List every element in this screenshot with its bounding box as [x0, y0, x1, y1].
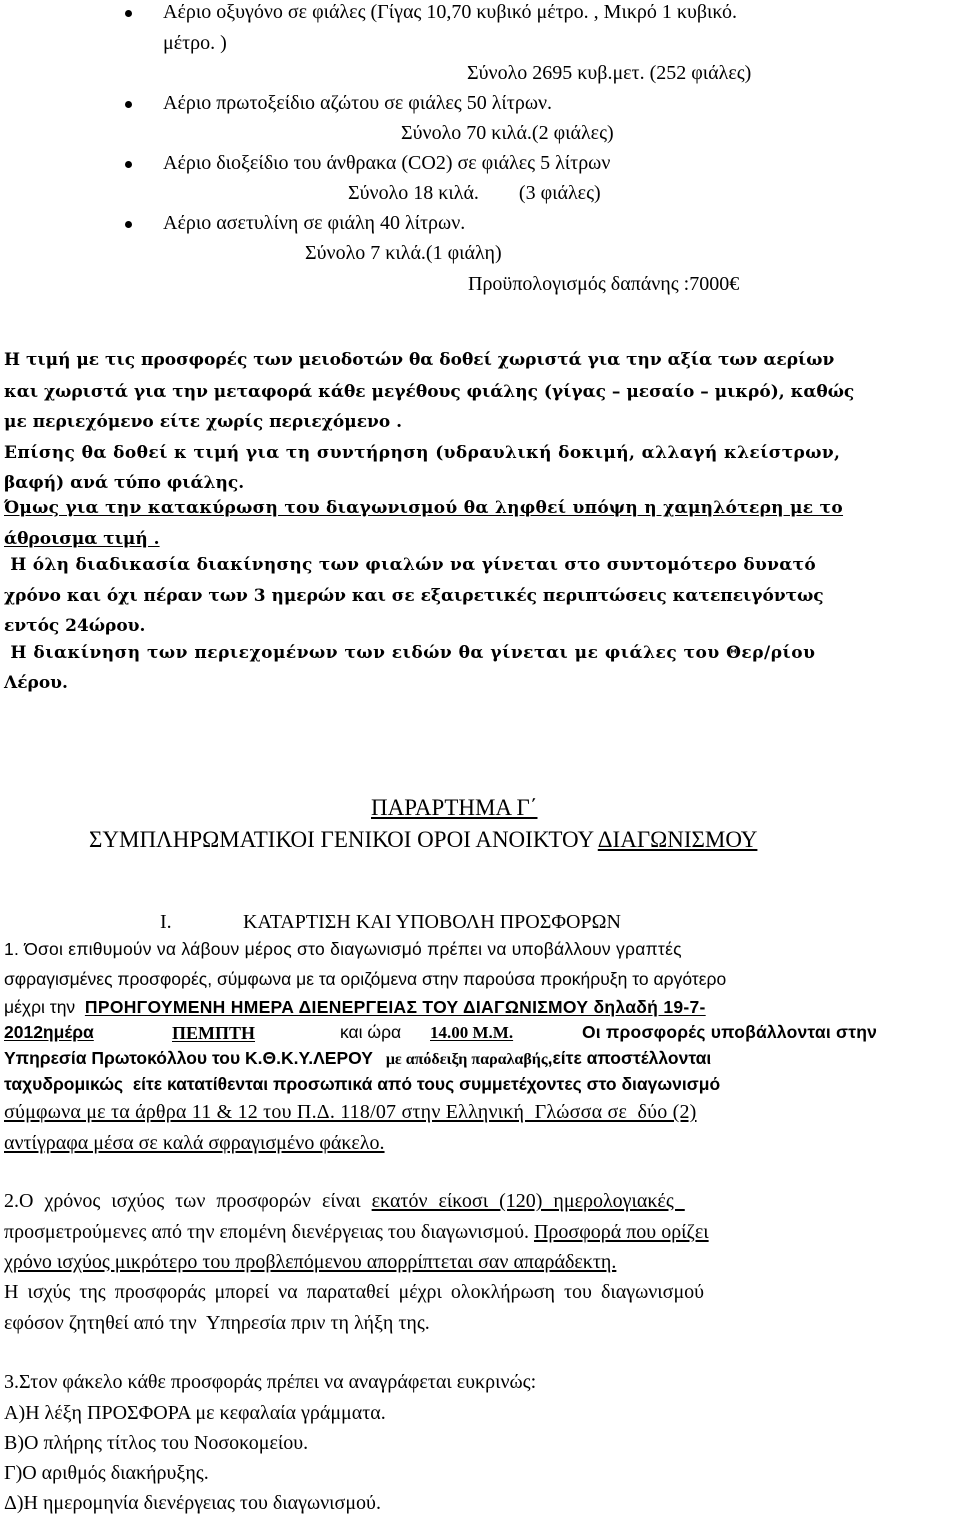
section-number: Ι. [160, 911, 172, 933]
bullet-icon [125, 221, 132, 228]
section2-line-1: 2.Ο χρόνος ισχύος των προσφορών είναι εκατόν είκοσι (120) ημερολογιακές [4, 1190, 685, 1212]
bullet-icon [125, 10, 132, 17]
section1-line-8: αντίγραφα μέσα σε καλά σφραγισμένο φάκελο. [4, 1132, 385, 1154]
annex-title: ΠΑΡΑΡΤΗΜΑ Γ΄ [371, 795, 538, 820]
gas-item-1: Αέριο οξυγόνο σε φιάλες (Γίγας 10,70 κυβικό μέτρο. , Μικρό 1 κυβικό. [163, 1, 738, 23]
section1-line-3: μέχρι την ΠΡΟΗΓΟΥΜΕΝΗ ΗΜΕΡΑ ΔΙΕΝΕΡΓΕΙΑΣ ΤΟΥ ΔΙΑΓΩΝΙΣΜΟΥ δηλαδή 19-7- [4, 997, 706, 1017]
gas-item-1-total: Σύνολο 2695 κυβ.μετ. (252 φιάλες) [467, 62, 752, 84]
section1-line-4: 2012ημέρα ΠΕΜΠΤΗ και ώρα 14.00 Μ.Μ. Οι προσφορές υποβάλλονται στην [4, 1022, 878, 1043]
section3-item-a: Α)Η λέξη ΠΡΟΣΦΟΡΑ με κεφαλαία γράμματα. [4, 1402, 386, 1424]
budget-line: Προϋπολογισμός δαπάνης :7000€ [468, 273, 740, 295]
gas-item-2-total: Σύνολο 70 κιλά.(2 φιάλες) [401, 122, 614, 144]
gas-item-4: Αέριο ασετυλίνη σε φιάλη 40 λίτρων. [163, 212, 466, 234]
price-line-8: Η όλη διαδικασία διακίνησης των φιαλών να γίνεται στο συντομότερο δυνατό [4, 555, 816, 575]
section-title: ΚΑΤΑΡΤΙΣΗ ΚΑΙ ΥΠΟΒΟΛΗ ΠΡΟΣΦΟΡΩΝ [243, 911, 621, 933]
section3-item-b: Β)Ο πλήρης τίτλος του Νοσοκομείου. [4, 1432, 309, 1454]
section1-line-7: σύμφωνα με τα άρθρα 11 & 12 του Π.Δ. 118/07 στην Ελληνική Γλώσσα σε δύο (2) [4, 1101, 697, 1123]
gas-item-1-cont: μέτρο. ) [163, 32, 227, 54]
section1-line-1: 1. Όσοι επιθυμούν να λάβουν μέρος στο διαγωνισμό πρέπει να υποβάλλουν γραπτές [4, 939, 682, 959]
price-line-1: Η τιμή με τις προσφορές των μειοδοτών θα δοθεί χωριστά για την αξία των αερίων [4, 350, 835, 370]
price-line-12: Λέρου. [4, 673, 68, 693]
section3-item-c: Γ)Ο αριθμός διακήρυξης. [4, 1462, 209, 1484]
bullet-icon [125, 101, 132, 108]
section3-intro: 3.Στον φάκελο κάθε προσφοράς πρέπει να αναγράφεται ευκρινώς: [4, 1371, 537, 1393]
section2-line-2: προσμετρούμενες από την επομένη διενέργειας του διαγωνισμού. Προσφορά που ορίζει [4, 1221, 709, 1243]
section2-line-5: εφόσον ζητηθεί από την Υπηρεσία πριν τη λήξη της. [4, 1312, 430, 1334]
price-line-11: Η διακίνηση των περιεχομένων των ειδών θα γίνεται με φιάλες του Θερ/ρίου [4, 643, 816, 663]
section1-line-6: ταχυδρομικώς είτε κατατίθενται προσωπικά από τους συμμετέχοντες στο διαγωνισμό [4, 1074, 721, 1094]
section1-line-2: σφραγισμένες προσφορές, σύμφωνα με τα οριζόμενα στην παρούσα προκήρυξη το αργότερο [4, 969, 727, 989]
gas-item-3: Αέριο διοξείδιο του άνθρακα (CO2) σε φιάλες 5 λίτρων [163, 152, 611, 174]
price-line-3: με περιεχόμενο είτε χωρίς περιεχόμενο . [4, 412, 403, 432]
annex-subtitle: ΣΥΜΠΛΗΡΩΜΑΤΙΚΟΙ ΓΕΝΙΚΟΙ ΟΡΟΙ ΑΝΟΙΚΤΟΥ ΔΙΑΓΩΝΙΣΜΟΥ [89, 827, 758, 852]
price-line-9: χρόνο και όχι πέραν των 3 ημερών και σε εξαιρετικές περιπτώσεις κατεπειγόντως [4, 586, 824, 606]
bullet-icon [125, 161, 132, 168]
price-line-6: Όμως για την κατακύρωση του διαγωνισμού θα ληφθεί υπόψη η χαμηλότερη με το [4, 498, 844, 518]
section2-line-4: Η ισχύς της προσφοράς μπορεί να παραταθεί μέχρι ολοκλήρωση του διαγωνισμού [4, 1281, 705, 1303]
price-line-4: Επίσης θα δοθεί κ τιμή για τη συντήρηση (υδραυλική δοκιμή, αλλαγή κλείστρων, [4, 443, 841, 463]
gas-item-3-total: Σύνολο 18 κιλά. (3 φιάλες) [348, 182, 601, 204]
section3-item-d: Δ)Η ημερομηνία διενέργειας του διαγωνισμού. [4, 1492, 381, 1514]
section2-line-3: χρόνο ισχύος μικρότερο του προβλεπόμενου απορρίπτεται σαν απαράδεκτη. [4, 1251, 617, 1273]
section1-line-5: Υπηρεσία Πρωτοκόλλου του Κ.Θ.Κ.Υ.ΛΕΡΟΥ με απόδειξη παραλαβής,είτε αποστέλλονται [4, 1048, 712, 1068]
price-line-10: εντός 24ώρου. [4, 616, 146, 636]
price-line-5: βαφή) ανά τύπο φιάλης. [4, 473, 245, 493]
price-line-7: άθροισμα τιμή . [4, 529, 160, 549]
price-line-2: και χωριστά για την μεταφορά κάθε μεγέθους φιάλης (γίγας – μεσαίο – μικρό), καθώς [4, 382, 855, 402]
gas-item-4-total: Σύνολο 7 κιλά.(1 φιάλη) [305, 242, 502, 264]
gas-item-2: Αέριο πρωτοξείδιο αζώτου σε φιάλες 50 λίτρων. [163, 92, 553, 114]
